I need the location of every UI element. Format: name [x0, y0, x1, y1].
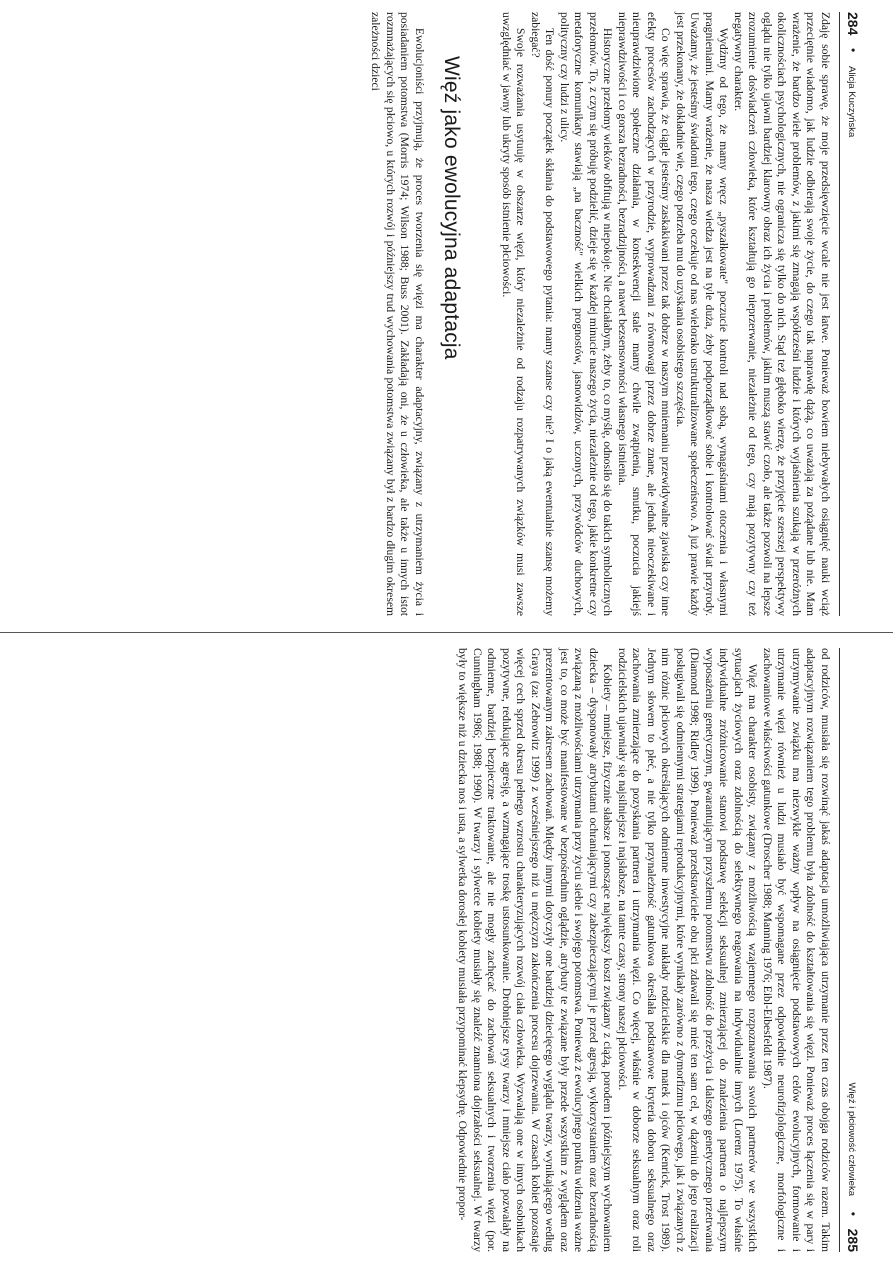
- page-body: [368, 12, 832, 616]
- paragraph: Historyczne przełomy wieków obfitują w niepokoje. Nie chciałabym, żeby to, co myślę, odnosiło się do takich symbolicznych przełomów. To, z czym się próbuję podzielić, dzieje się w każdej minucie naszego życia, niezależnie od tego, jakie konkretne czy metaforyczne komunikaty stawiają „na baczność" wielkich prognostów, jasnowidzów, uczonych, przywódców duchowych, polityczny czy ludzi z ulicy.: [558, 12, 615, 616]
- paragraph: Wydźmy od tego, że mamy wręcz „pyszałkowate" poczucie kontroli nad sobą, wynagaśniami otoczenia i własnymi pragnieniami. Mamy wrażenie, że nasza wiedza jest na tyle duża, żeby podporządkować sobie i kontrolować świat przyrody. Uważamy, że jesteśmy świadomi tego, czego oczekuje od nas wielorako ustrukturalizowane społeczeństwo. A już prawie każdy jest przekonany, że dokładnie wie, czego potrzeba mu do uzyskania osobistego szczęścia.: [674, 12, 731, 616]
- header-bullet: •: [846, 48, 860, 53]
- running-head: Więź i płciowość człowieka: [846, 1082, 857, 1196]
- header-bullet: •: [846, 1211, 860, 1216]
- page-header: [839, 12, 862, 616]
- paragraph: Ewolucjoniści przyjmują, że proces tworzenia się więzi ma charakter adaptacyjny, związany z utrzymaniem życia i posiadaniem potomstwa (Morris 1974; Wilson 1988; Buss 2001). Zakładają oni, że u człowieka, ale także u innych istot rozmnażających się płciowo, u których rozwój i późniejszy trud wychowania potomstwa związany był z bardzo długim okresem zależności dzieci: [369, 12, 426, 616]
- page-number: 285: [845, 1228, 861, 1252]
- page-body: [455, 648, 832, 1252]
- paragraph: Kobiety – mniejsze, fizycznie słabsze i ponoszące największy koszt związany z ciążą, porodem i późniejszym wychowaniem dziecka – dysponowały atrybutami ochraniającymi czy zabezpieczającymi je przed agresją, wykorzystaniem oraz bezradnością związaną z możliwościami utrzymania przy życiu siebie i swojego potomstwa. Ponieważ z ewolucyjnego punktu widzenia ważne jest to, co może być manifestowane w bezpośrednim oglądzie, atrybuty te związane były przede wszystkim z wyglądem oraz prezentowanym zakresem zachowań. Między innymi dotyczyły one bardziej dziecięcego wyglądu twarzy, wynikającego według Graya (za: Zebrowitz 1999) z wcześniejszego niż u mężczyzn zakończenia procesu dojrzewania. W czasach kobiet pozostaje więcej cech sprzed okresu pełnego wzrostu charakteryzujących rozwój ciała człowieka. Wyzwalają one w innych osobnikach pozytywne, redukujące agresję, a wzmagające troskę ustosunkowanie. Drobniejsze rysy twarzy i mniejsze ciało pozwalały na odmienne, bardziej bezpieczne traktowanie, ale nie mogły zachęcać do zachowań seksualnych i tworzenia więzi (por. Cunningham 1986; 1988; 1990). W twarzy i sylwetce kobiety musiały się znaleźć znamiona dojrzałości seksualnej. W twarzy były to większe niż u dziecka nos i usta, a sylwetka dorosłej kobiety musiała przypominać klepsydrę. Odpowiednie propor-: [456, 648, 615, 1252]
- paragraph: Co więc sprawia, że ciągle jesteśmy zaskakiwani przez tak dobrze w naszym mniemaniu przewidywalne zjawiska czy inne efekty procesów zachodzących w przyrodzie, wyprowadzani z równowagi przez dobrze znane, ale jednak nieoczekiwane i nieuprawdziwione społeczne działania, w konsekwencji stale mamy chwile zwątpienia, smutku, poczucia jakiejś nieprawdziwości i co gorsza bezradności, bezradzijności, a nawet bezsensowności własnego istnienia.: [616, 12, 673, 616]
- page-divider: [0, 632, 893, 633]
- left-page: [29, 12, 862, 616]
- running-head: Alicja Kuczyńska: [846, 66, 857, 138]
- paragraph: Swoje rozważania usytuuję w obszarze więzi, który niezależnie od rodzaju rozpatrywanych związków musi zawsze uwzględniać w jawny lub ukryty sposób istnienie płciowości.: [500, 12, 528, 616]
- page-number: 284: [845, 12, 861, 36]
- paragraph: Ten dość ponury początek skłania do podstawowego pytania: mamy szanse czy nie? I o jaką ewentualnie szansę możemy zabiegać?: [529, 12, 557, 616]
- paragraph: od rodziców, musiała się rozwinąć jakaś adaptacja umożliwiająca utrzymanie przez ten czas obojga rodziców razem. Takim adaptacyjnym rozwiązaniem tego problemu była zdolność do kształtowania się więzi. Ponieważ proces łączenia się w pary i utrzymywanie związku ma niezwykle ważny wpływ na osiągnięcie podstawowych celów ewolucyjnych, formowanie i utrzymanie więzi również u ludzi musiało być wspomagane przez odpowiednie neurofizjologiczne, morfologiczne i zachowaniowe właściwości gatunkowe (Droscher 1988; Manning 1976; Eibl-Eibesfeldt 1987).: [761, 648, 832, 1252]
- page-header: [839, 648, 862, 1252]
- section-heading: Więź jako ewolucyjna adaptacja: [440, 56, 464, 360]
- paragraph: Więź ma charakter osobisty, związany z możliwością wzajemnego rozpoznawania swoich partnerów we wszystkich sytuacjach życiowych oraz zdolnością do selektywnego reagowania na indywidualnie innych (Lorenz 1975). To właśnie indywidualne zróżnicowanie stanowi podstawę selekcji seksualnej zmierzającej do znalezienia partnera o najlepszym wyposażeniu genetycznym, gwarantującym przyszłemu potomstwu zdolność do przeżycia i dalszego genetycznego przetrwania (Diamond 1998; Ridley 1999). Ponieważ przedstawiciele obu płci zdawali się mieć ten sam cel, w dążeniu do jego realizacji posługiwali się odmiennymi strategiami reprodukcyjnymi, które wynikały zarówno z dymorfizmu płciowego, jak i związanych z nim różnic płciowych określających odmienne inwestycyjne nakłady rodzicielskie dla matek i ojców (Kenrick, Trost 1989). Jednym słowem to płeć, a nie tylko przynależność gatunkowa określała podstawowe kryteria doboru seksualnego oraz zachowania zmierzające do pozyskania partnera i utrzymania więzi. Co więcej, właśnie w doborze seksualnym oraz roli rodzicielskich ujawniały się najsilniejsze i najsłabsze, na tamte czasy, strony naszej płciowości.: [616, 648, 760, 1252]
- right-page: [29, 648, 862, 1252]
- paragraph: Zdaję sobie sprawę, że moje przedsięwzięcie wcale nie jest łatwe. Ponieważ bowiem niebywałych osiągnięć nauki wciąż przeciętnie wiadomo, jak ludzie odbierają swoje życie, do czego tak naprawdę dążą, co uważają za pożądane lub nie. Mam wrażenie, że bardzo wiele problemów, z jakimi się zmagają współcześni ludzie i których wyjaśnienia szukają w przeróżnych okolicznościach psychologicznych, nie ogranicza się tylko do nich. Stąd też głęboko wierzę, że przyjęcie szerszej perspektywy oglądu nie tylko ujawni bardziej klarowny obraz ich życia i problemów, jakim muszą stawić czoło, ale także pozwoli na lepsze zrozumienie doświadczeń człowieka, które kształtują go nieprzerwanie, niezależnie od tego, czy mają pozytywny czy też negatywny charakter.: [732, 12, 832, 616]
